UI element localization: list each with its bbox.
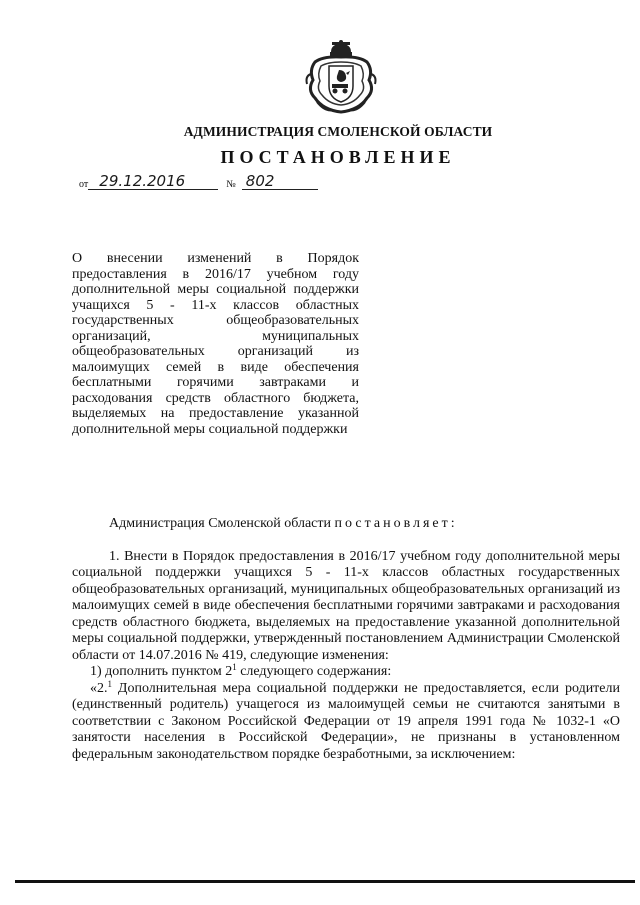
document-number: 802 — [242, 173, 318, 190]
paragraph-1: 1. Внести в Порядок предоставления в 2016/17 учебном году дополнительной меры социальной поддержки учащихся 5 - 11-х классов областных государственных общеобразовательных организаций, муниципальных общеобразовательных организаций из малоимущих семей в виде обеспечения бесплатными горячими завтраками и расходования средств областного бюджета, выделяемых на предоставление указанной дополнительной меры социальной поддержки, утвержденный постановлением Администрации Смоленской области от 14.07.2016 № 419, следующие изменения: — [72, 548, 620, 663]
page-bottom-edge — [15, 880, 635, 883]
intro-decree-word: постановляет: — [334, 516, 458, 531]
document-body — [72, 516, 620, 763]
document-subject: О внесении изменений в Порядок предоставления в 2016/17 учебном году дополнительной меры социальной поддержки учащихся 5 - 11-х классов областных государственных общеобразовательных организаций, муниципальных общеобразовательных организаций из малоимущих семей в виде обеспечения бесплатными горячими завтраками и расходования средств областного бюджета, выделяемых на предоставление указанной дополнительной меры социальной поддержки — [72, 251, 359, 437]
document-date: 29.12.2016 — [88, 173, 196, 190]
resolution-intro — [72, 516, 620, 533]
document-type-title: ПОСТАНОВЛЕНИЕ — [220, 147, 456, 167]
date-underline — [196, 173, 218, 190]
intro-prefix: Администрация Смоленской области — [109, 516, 332, 531]
smolensk-coat-of-arms-icon — [301, 40, 381, 116]
subparagraph-1-tail: следующего содержания: — [236, 664, 392, 679]
date-label: от — [79, 179, 89, 190]
quote-text: Дополнительная мера социальной поддержки не предоставляется, если родители (единственный родитель) учащегося из малоимущей семьи не считаются занятыми в соответствии с Законом Российской Федерации от 19 апреля 1991 года № 1032-1 «О занятости населения в Российской Федерации», не признаны в установленном федеральным законодательством порядке безработными, за исключением: — [72, 680, 620, 762]
subparagraph-1 — [72, 664, 620, 681]
quoted-clause-2-1 — [72, 678, 620, 764]
organization-name: АДМИНИСТРАЦИЯ СМОЛЕНСКОЙ ОБЛАСТИ — [183, 124, 493, 139]
quote-sup: 1 — [107, 678, 112, 689]
date-number-line — [79, 173, 318, 190]
number-label: № — [226, 179, 236, 190]
subparagraph-1-sup: 1 — [232, 662, 237, 672]
quote-open: «2. — [90, 680, 108, 696]
subparagraph-1-text: 1) дополнить пунктом 2 — [90, 664, 233, 679]
